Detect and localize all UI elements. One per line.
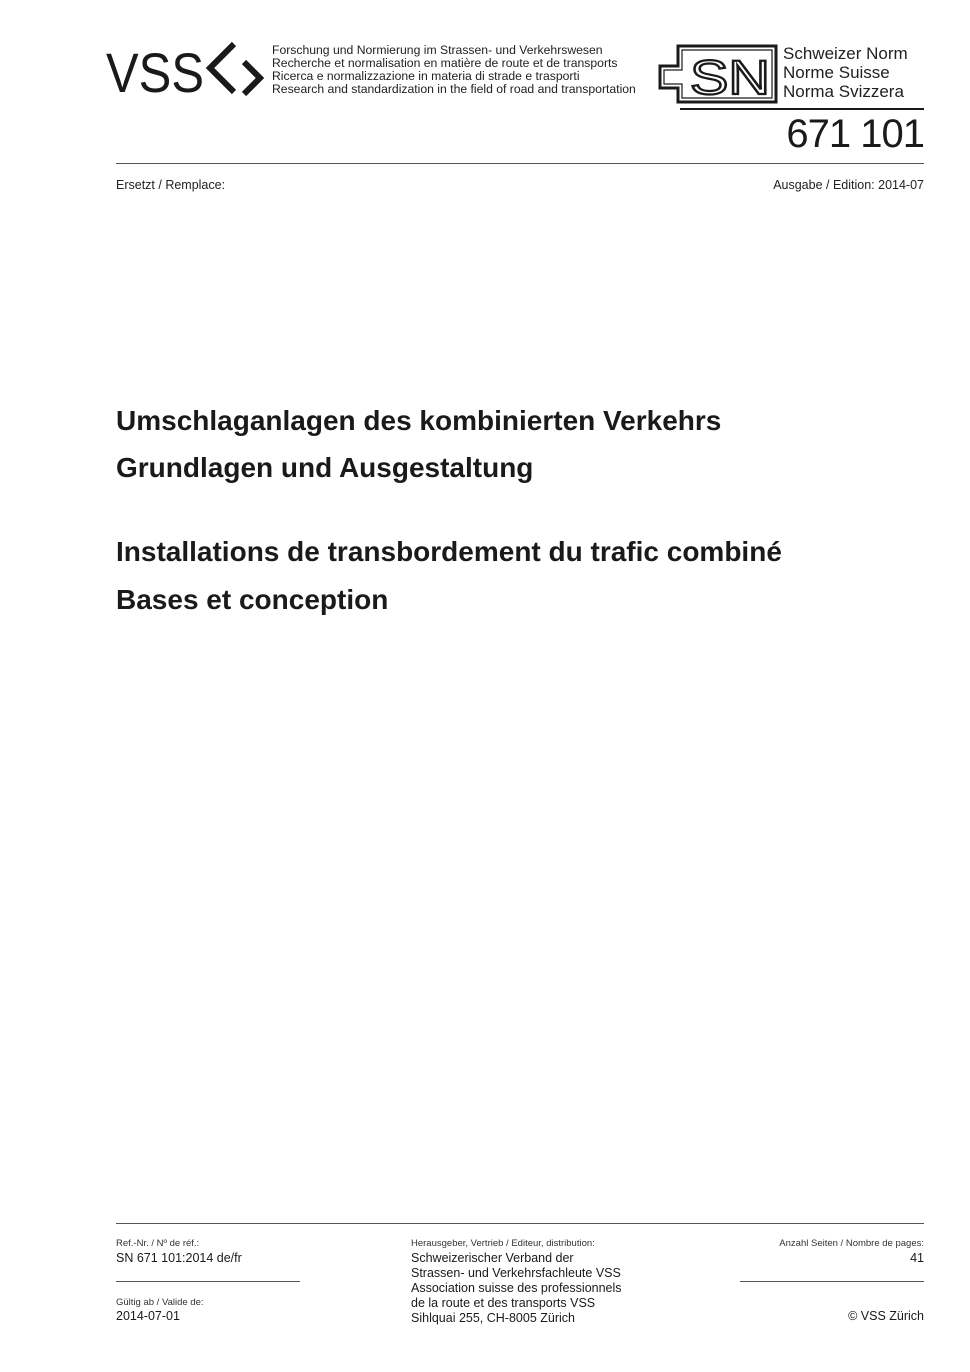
copyright: © VSS Zürich xyxy=(848,1309,924,1323)
publisher-label: Herausgeber, Vertrieb / Editeur, distribution: xyxy=(411,1238,595,1249)
sn-names xyxy=(783,44,908,101)
publisher-line: Schweizerischer Verband der xyxy=(411,1251,574,1265)
publisher-line: Strassen- und Verkehrsfachleute VSS xyxy=(411,1266,621,1280)
publisher-line: Association suisse des professionnels xyxy=(411,1281,622,1295)
pages-label: Anzahl Seiten / Nombre de pages: xyxy=(779,1238,924,1249)
publisher-address xyxy=(411,1251,622,1326)
pages-value: 41 xyxy=(910,1251,924,1265)
tagline-line: Ricerca e normalizzazione in materia di strade e trasporti xyxy=(272,69,580,83)
ref-label: Ref.-Nr. / Nº de réf.: xyxy=(116,1238,200,1249)
header-divider xyxy=(116,163,924,164)
standard-number: 671 101 xyxy=(786,112,924,156)
pages-divider xyxy=(740,1281,924,1282)
ref-value: SN 671 101:2014 de/fr xyxy=(116,1251,242,1265)
sn-name-it: Norma Svizzera xyxy=(783,82,904,101)
vss-tagline xyxy=(272,44,636,96)
valid-value: 2014-07-01 xyxy=(116,1309,180,1323)
subtitle-german: Grundlagen und Ausgestaltung xyxy=(116,452,534,483)
footer-divider xyxy=(116,1223,924,1224)
tagline-line: Forschung und Normierung im Strassen- und Verkehrswesen xyxy=(272,43,603,57)
sn-name-de: Schweizer Norm xyxy=(783,44,908,63)
tagline-line: Recherche et normalisation en matière de route et de transports xyxy=(272,56,618,70)
chevron-left-icon xyxy=(210,44,234,92)
publisher-line: Sihlquai 255, CH-8005 Zürich xyxy=(411,1311,575,1325)
sn-logo-text: SN xyxy=(690,52,770,105)
edition-label: Ausgabe / Edition: 2014-07 xyxy=(773,178,924,192)
sn-name-fr: Norme Suisse xyxy=(783,63,890,82)
subtitle-french: Bases et conception xyxy=(116,584,389,615)
valid-label: Gültig ab / Valide de: xyxy=(116,1297,204,1308)
tagline-line: Research and standardization in the field of road and transportation xyxy=(272,82,636,96)
title-french: Installations de transbordement du trafic combiné xyxy=(116,536,782,567)
chevron-right-icon xyxy=(244,62,260,94)
sn-logo xyxy=(656,44,780,114)
ref-divider xyxy=(116,1281,300,1282)
vss-logo-text: VSS xyxy=(106,41,204,100)
replaces-label: Ersetzt / Remplace: xyxy=(116,178,226,192)
vss-logo xyxy=(106,40,266,100)
title-german: Umschlaganlagen des kombinierten Verkehrs xyxy=(116,405,722,436)
sn-rule xyxy=(680,108,924,110)
publisher-line: de la route et des transports VSS xyxy=(411,1296,596,1310)
